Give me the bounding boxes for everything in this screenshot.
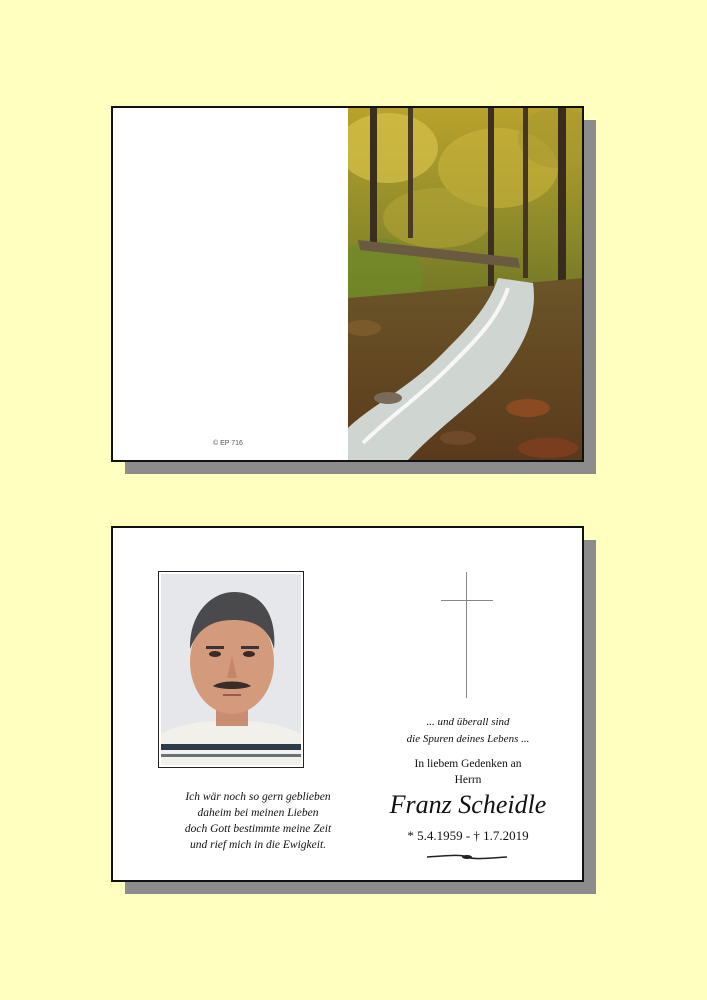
quote-line: die Spuren deines Lebens ... bbox=[406, 733, 530, 745]
poem-line: daheim bei meinen Lieben bbox=[197, 807, 319, 819]
portrait-frame bbox=[158, 571, 304, 768]
deceased-name: Franz Scheidle bbox=[389, 790, 547, 819]
portrait-photo bbox=[161, 574, 301, 765]
memorial-line: Herrn bbox=[454, 774, 482, 786]
cross-icon bbox=[466, 572, 467, 698]
poem-line: und rief mich in die Ewigkeit. bbox=[189, 839, 327, 851]
front-card bbox=[111, 106, 584, 462]
cross-icon-bar bbox=[441, 600, 493, 601]
memorial-line: In liebem Gedenken an bbox=[414, 758, 522, 770]
poem-line: Ich wär noch so gern geblieben bbox=[185, 791, 331, 803]
quote-line: ... und überall sind bbox=[426, 716, 510, 728]
copyright-text: © EP 716 bbox=[213, 440, 243, 447]
poem-line: doch Gott bestimmte meine Zeit bbox=[184, 823, 332, 835]
ornament-divider-icon bbox=[425, 853, 509, 861]
life-dates: * 5.4.1959 - † 1.7.2019 bbox=[407, 828, 529, 843]
back-card bbox=[111, 526, 584, 882]
memorial-text bbox=[353, 756, 583, 788]
forest-stream-photo bbox=[348, 108, 584, 460]
quote bbox=[353, 714, 583, 748]
